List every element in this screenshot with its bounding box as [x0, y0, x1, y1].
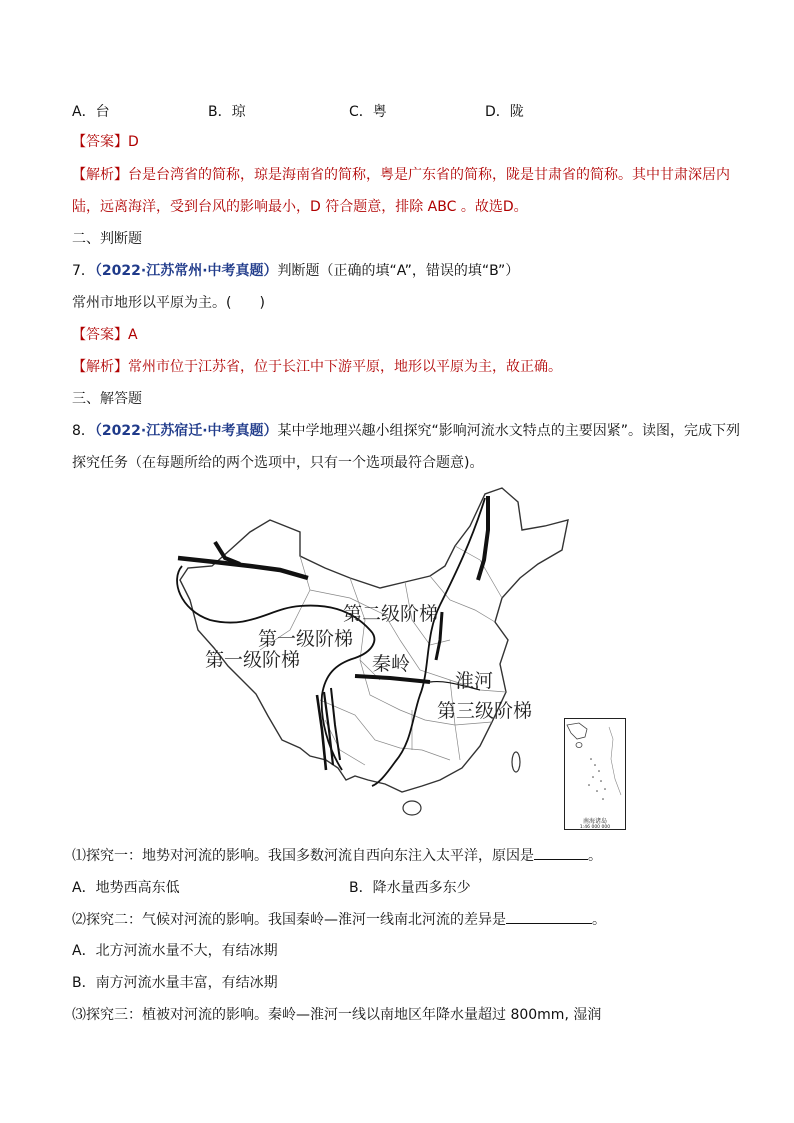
- label-step1-a: 第一级阶梯: [258, 628, 354, 650]
- inset-scale: 1:46 000 000: [579, 825, 611, 829]
- q8-sub2: [72, 909, 606, 930]
- question-source: （2022·江苏宿迁·中考真题）: [94, 423, 278, 439]
- q7-statement: 常州市地形以平原为主。( ): [72, 295, 265, 311]
- q8-sub1-option-a: A．地势西高东低: [72, 880, 180, 896]
- q6-option-d: D．陇: [485, 104, 524, 120]
- question-number: 8．: [72, 423, 95, 439]
- analysis-text: 常州市位于江苏省，位于长江中下游平原，地形以平原为主，故正确。: [128, 359, 562, 375]
- q7-answer: [72, 325, 138, 345]
- q6-analysis-line1: [72, 165, 730, 185]
- section-heading-answer: 三、解答题: [72, 391, 142, 407]
- q6-option-a: A．台: [72, 104, 110, 120]
- q8-sub2-option-b: B．南方河流水量丰富，有结冰期: [72, 975, 278, 991]
- inset-caption: 南海诸岛: [582, 818, 608, 825]
- q7-stem: [72, 261, 519, 281]
- answer-tag: 【答案】: [72, 134, 128, 150]
- label-step1-b: 第一级阶梯: [205, 649, 301, 671]
- question-number: 7．: [72, 263, 95, 279]
- label-qinling: 秦岭: [372, 653, 411, 675]
- q8-stem-line1: [72, 421, 740, 441]
- q8-stem-line2: 探究任务（在每题所给的两个选项中，只有一个选项最符合题意)。: [72, 455, 484, 471]
- taiwan-island: [512, 752, 520, 772]
- hainan-island: [403, 801, 421, 815]
- analysis-tag: 【解析】: [72, 359, 128, 375]
- label-huaihe: 淮河: [455, 670, 494, 692]
- china-terrain-map: [150, 480, 570, 830]
- q7-analysis: [72, 357, 562, 377]
- answer-value: A: [128, 327, 138, 343]
- answer-tag: 【答案】: [72, 327, 128, 343]
- period: 。: [592, 912, 606, 928]
- answer-blank[interactable]: [506, 909, 592, 924]
- label-step3: 第三级阶梯: [437, 700, 533, 722]
- question-text: 判断题（正确的填“A”，错误的填“B”）: [277, 263, 520, 279]
- q8-sub3: ⑶探究三：植被对河流的影响。秦岭—淮河一线以南地区年降水量超过 800mm, 湿润: [72, 1007, 602, 1023]
- q8-sub1: [72, 845, 602, 866]
- analysis-text: 台是台湾省的简称，琼是海南省的简称，粤是广东省的简称，陇是甘肃省的简称。其中甘肃深居内: [128, 167, 730, 183]
- answer-blank[interactable]: [534, 845, 588, 860]
- inset-map: [565, 719, 625, 829]
- sub1-text: ⑴探究一：地势对河流的影响。我国多数河流自西向东注入太平洋，原因是: [72, 848, 534, 864]
- q6-answer: [72, 132, 139, 152]
- question-source: （2022·江苏常州·中考真题）: [94, 263, 278, 279]
- question-text: 某中学地理兴趣小组探究“影响河流水文特点的主要因紧”。读图，完成下列: [277, 423, 741, 439]
- q8-sub2-option-a: A．北方河流水量不大，有结冰期: [72, 943, 278, 959]
- q6-analysis-line2: 陆，远离海洋，受到台风的影响最小，D 符合题意，排除 ABC 。故选D。: [72, 199, 528, 215]
- period: 。: [588, 848, 602, 864]
- south-china-sea-inset: [564, 718, 626, 830]
- answer-value: D: [128, 134, 139, 150]
- q8-sub1-option-b: B．降水量西多东少: [349, 880, 471, 896]
- q6-option-c: C．粤: [349, 104, 387, 120]
- section-heading-judgement: 二、判断题: [72, 231, 142, 247]
- label-step2: 第二级阶梯: [343, 603, 439, 625]
- analysis-tag: 【解析】: [72, 167, 128, 183]
- sub2-text: ⑵探究二：气候对河流的影响。我国秦岭—淮河一线南北河流的差异是: [72, 912, 506, 928]
- q6-option-b: B．琼: [208, 104, 246, 120]
